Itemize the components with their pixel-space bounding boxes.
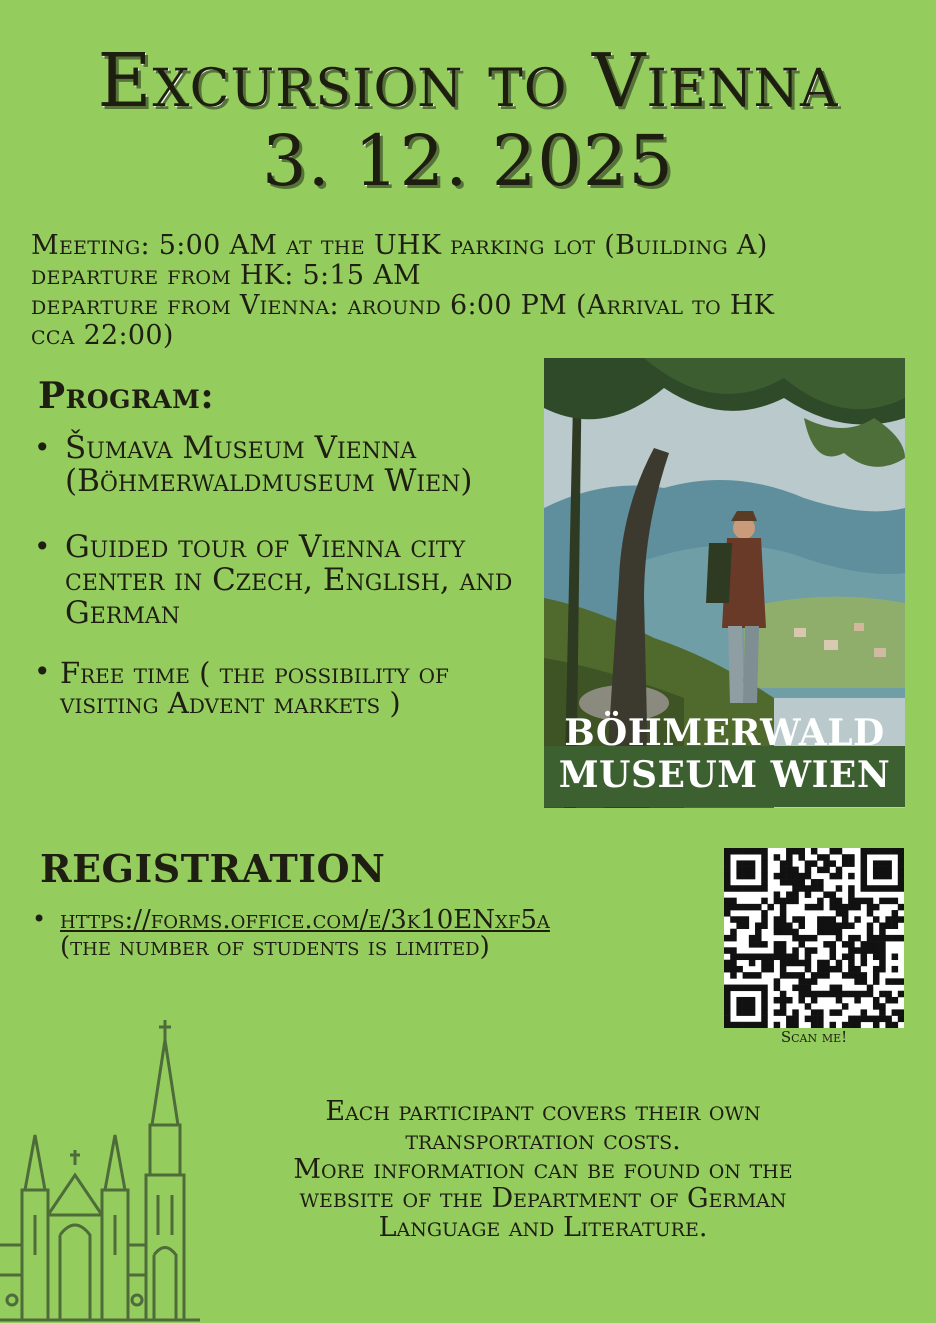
qr-code-graphic [724,848,904,1028]
qr-caption: Scan me! [780,1028,848,1046]
meeting-info [31,231,921,351]
registration-item [30,907,710,961]
qr-code[interactable] [724,848,904,1028]
museum-poster-image [544,358,905,808]
program-item-free-time: • Free time ( the possibility of visiting Advent markets ) [30,658,540,718]
footer-line: Language and Literature. [378,1212,708,1243]
footer-line: transportation costs. [405,1125,681,1156]
departure-hk-line: departure from HK: 5:15 AM [31,260,421,291]
museum-title-line1: BÖHMERWALD [564,712,885,754]
page-title: Excursion to Vienna [97,38,839,124]
departure-vienna-line: departure from Vienna: around 6:00 PM (Arrival to HK [31,290,775,321]
arrival-line: cca 22:00) [31,320,174,351]
registration-heading: REGISTRATION [40,846,386,891]
footer-line: website of the Department of German [299,1183,787,1214]
event-date: 3. 12. 2025 [262,120,674,202]
footer-info [200,1097,886,1242]
program-item-museum: • Šumava Museum Vienna (Böhmerwaldmuseum Wien) [30,432,540,498]
footer-line: More information can be found on the [293,1154,793,1185]
cathedral-icon [0,1015,200,1323]
registration-link[interactable]: https://forms.office.com/e/3k10ENxf5a [60,905,550,935]
registration-list [30,907,710,961]
meeting-line: Meeting: 5:00 AM at the UHK parking lot (Building A) [31,230,768,261]
registration-note: (the number of students is limited) [60,932,490,962]
program-item-guided-tour: • Guided tour of Vienna city center in Czech, English, and German [30,531,540,630]
program-heading: Program: [38,375,215,417]
museum-title-line2: MUSEUM WIEN [558,754,891,796]
footer-line: Each participant covers their own [325,1096,761,1127]
program-list [30,432,540,718]
